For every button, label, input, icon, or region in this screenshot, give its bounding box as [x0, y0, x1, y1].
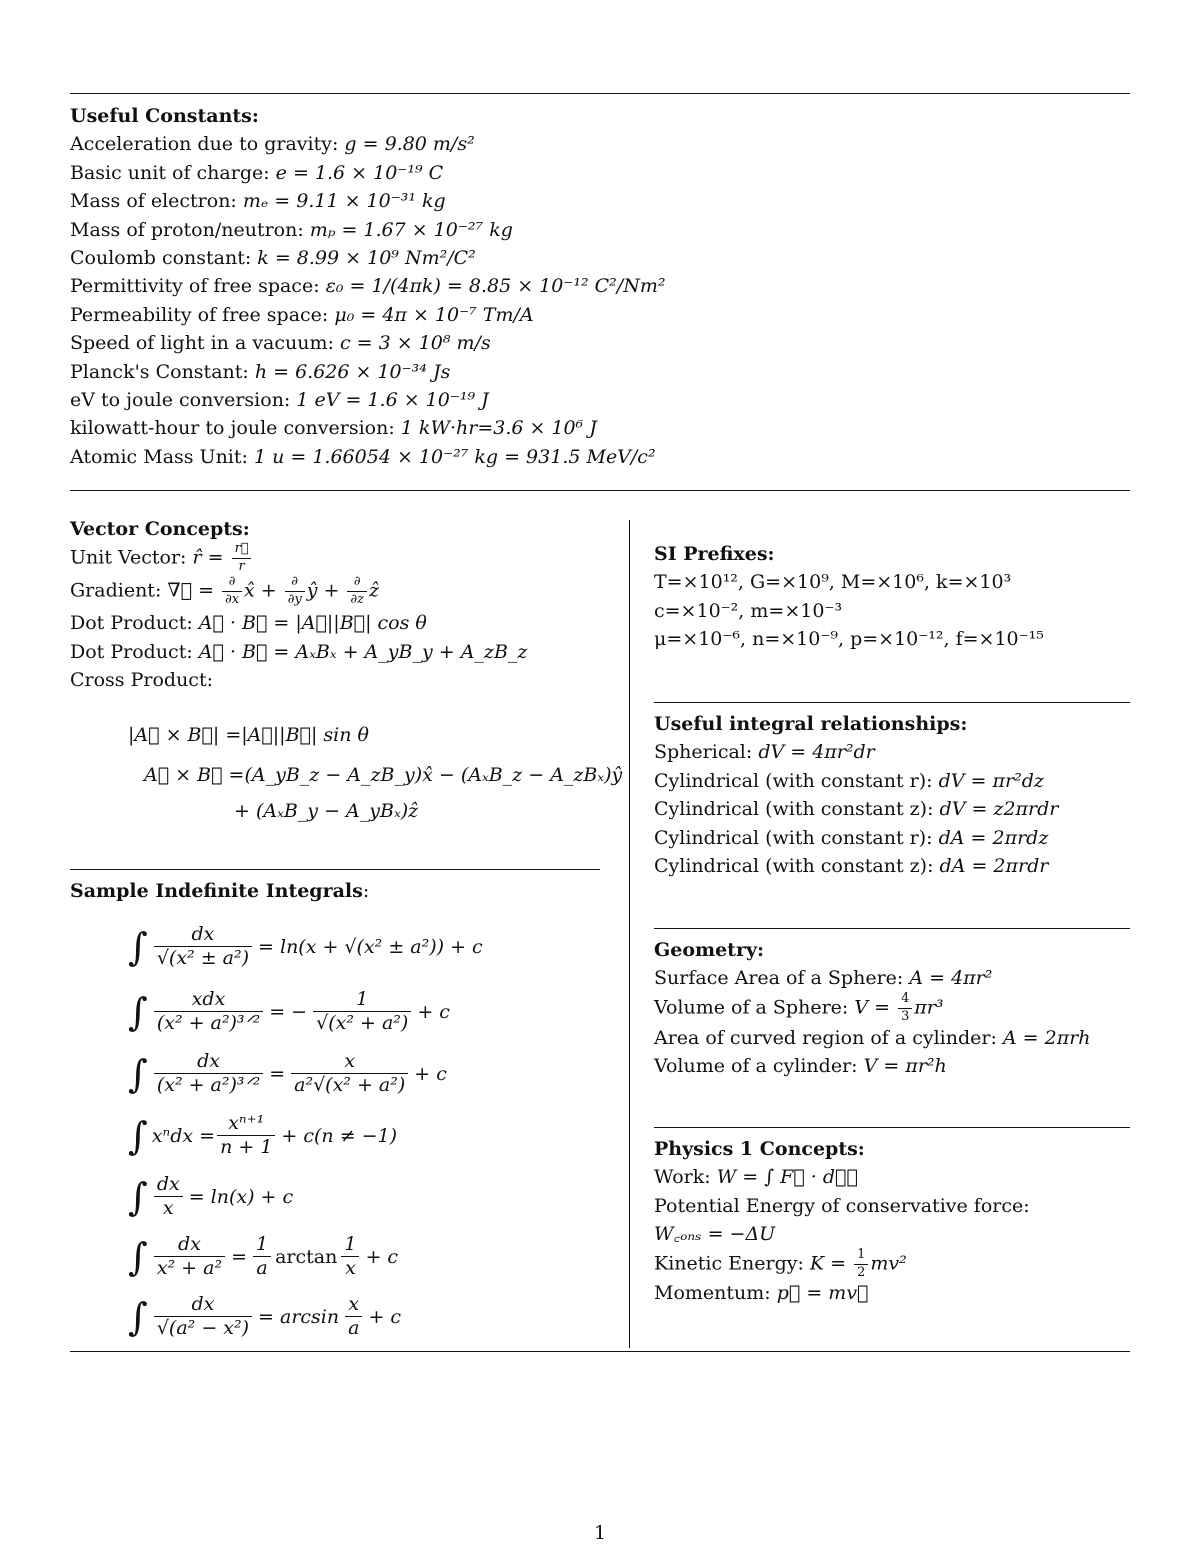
constant-line — [70, 244, 665, 272]
constant-line — [70, 216, 665, 244]
gradient-dz-num: ∂ — [347, 576, 366, 592]
integral-sign: ∫ — [128, 989, 148, 1034]
integral-fraction-den: (x² + a²)³ᐟ² — [156, 1012, 261, 1034]
constant-line — [70, 443, 665, 471]
integral-fraction — [154, 925, 252, 968]
ke-line — [654, 1246, 1030, 1280]
bottom-rule — [70, 1351, 1130, 1352]
integrals-section — [70, 877, 369, 905]
gradient-y: ŷ + — [306, 579, 340, 602]
geometry-line-3-label: Area of curved region of a cylinder: — [654, 1026, 1003, 1049]
geometry-line-1 — [654, 964, 1091, 992]
integral-rel-line-expr: dA = 2πrdz — [938, 826, 1049, 849]
vector-heading: Vector Concepts: — [70, 518, 250, 540]
integral-mid: = — [231, 1245, 248, 1268]
constant-line — [70, 386, 665, 414]
integral-rel-line-expr: dV = z2πrdr — [939, 798, 1059, 821]
integral-row — [128, 1175, 293, 1218]
integral-rhs-fraction-num: xⁿ⁺¹ — [217, 1114, 275, 1136]
integral-sign: ∫ — [128, 1051, 148, 1096]
integral-rhs: + c — [414, 1062, 447, 1085]
constant-line — [70, 130, 665, 158]
gradient-dz-den: ∂z — [350, 592, 364, 608]
integral-row — [128, 990, 450, 1033]
vector-bottom-rule — [70, 869, 600, 870]
ke-den: 2 — [857, 1264, 866, 1280]
integral-rhs-fraction-num: 1 — [253, 1235, 271, 1257]
constant-line-expr: k = 8.99 × 10⁹ Nm²/C² — [257, 247, 476, 270]
pe-expr: W꜀ₒₙₛ = −ΔU — [654, 1223, 776, 1246]
constants-list — [70, 130, 665, 471]
integral-rhs: = ln(x) + c — [188, 1185, 294, 1208]
geometry-line-3-expr: A = 2πrh — [1002, 1026, 1091, 1049]
gradient-x: x̂ + — [244, 579, 277, 602]
work-expr: W = ∫ F⃗ · dℓ⃗ — [716, 1166, 858, 1189]
cross-line-1: |A⃗ × B⃗| =|A⃗||B⃗| sin θ — [128, 724, 369, 746]
constant-line-label: Planck's Constant: — [70, 360, 255, 383]
integral-fraction — [154, 1175, 183, 1218]
constant-line — [70, 301, 665, 329]
unit-vector-den: r — [238, 559, 245, 575]
geometry-line-1-expr: A = 4πr² — [909, 967, 993, 990]
gradient-dy-fraction — [285, 576, 305, 607]
integral-rel-bottom-rule — [654, 928, 1130, 929]
dot-product-1-label: Dot Product: — [70, 612, 199, 635]
constant-line — [70, 272, 665, 300]
integral-rel-line-label: Spherical: — [654, 741, 759, 764]
unit-vector-lhs: r̂ = — [192, 546, 224, 569]
geometry-line-2-rhs: πr³ — [914, 996, 944, 1019]
integral-fraction-den: x² + a² — [156, 1257, 223, 1279]
integral-rhs-fraction-den: √(x² + a²) — [316, 1012, 409, 1034]
integral-rhs-fraction — [217, 1114, 275, 1157]
integral-fraction-num: dx — [154, 925, 252, 947]
integral-rhs-fraction-2 — [341, 1235, 359, 1278]
dot-product-2-expr: A⃗ · B⃗ = AₓBₓ + A_yB_y + A_zB_z — [198, 640, 528, 663]
cross-product-label: Cross Product: — [70, 668, 213, 691]
si-line: c=×10⁻², m=×10⁻³ — [654, 599, 843, 622]
geometry-line-4-expr: V = πr²h — [863, 1055, 947, 1078]
constants-section — [70, 102, 665, 471]
integral-rel-line — [654, 852, 1058, 880]
gradient-dy-num: ∂ — [285, 576, 305, 592]
constant-line-expr: e = 1.6 × 10⁻¹⁹ C — [275, 161, 444, 184]
geometry-line-2 — [654, 990, 1091, 1024]
si-line: T=×10¹², G=×10⁹, M=×10⁶, k=×10³ — [654, 571, 1012, 594]
integral-rhs: + c(n ≠ −1) — [281, 1124, 398, 1147]
integral-sign: ∫ — [128, 1174, 148, 1219]
ke-lhs: K = — [809, 1252, 847, 1275]
si-bottom-rule — [654, 702, 1130, 703]
integral-rhs-fraction — [345, 1295, 362, 1338]
constant-line-label: Coulomb constant: — [70, 247, 258, 270]
dot-product-2-label: Dot Product: — [70, 640, 199, 663]
integral-rhs-fraction-den: a — [256, 1257, 268, 1279]
integral-sign: ∫ — [128, 1113, 148, 1158]
ke-fraction — [854, 1246, 868, 1280]
geometry-bottom-rule — [654, 1127, 1130, 1128]
integral-fraction — [154, 1052, 263, 1095]
si-heading: SI Prefixes: — [654, 543, 775, 565]
constant-line-label: eV to joule conversion: — [70, 389, 297, 412]
constant-line-expr: μ₀ = 4π × 10⁻⁷ Tm/A — [334, 303, 534, 326]
integral-rel-line — [654, 795, 1058, 823]
integral-rel-line-label: Cylindrical (with constant r): — [654, 826, 939, 849]
constant-line-label: kilowatt-hour to joule conversion: — [70, 417, 401, 440]
constant-line-label: Atomic Mass Unit: — [70, 445, 254, 468]
integral-rel-line — [654, 767, 1058, 795]
cross-line-2: A⃗ × B⃗ =(A_yB_z − A_zB_y)x̂ − (AₓB_z − A_zBₓ)ŷ — [144, 764, 623, 786]
constant-line-label: Permeability of free space: — [70, 303, 335, 326]
integral-fraction-num: dx — [154, 1175, 183, 1197]
integral-rhs-fraction-den: a²√(x² + a²) — [294, 1074, 406, 1096]
constant-line-expr: h = 6.626 × 10⁻³⁴ Js — [254, 360, 451, 383]
sphere-volume-num: 4 — [898, 993, 912, 1009]
integral-pre: xⁿdx = — [151, 1124, 216, 1147]
gradient-dz-fraction — [347, 576, 366, 607]
ke-label: Kinetic Energy: — [654, 1252, 810, 1275]
gradient-line — [70, 576, 527, 607]
dot-product-1 — [70, 609, 527, 637]
integral-fraction-num: dx — [154, 1295, 252, 1317]
momentum-label: Momentum: — [654, 1282, 777, 1305]
integral-fraction-num: dx — [154, 1235, 225, 1257]
integral-rel-line-expr: dV = πr²dz — [938, 769, 1044, 792]
integral-mid2: arctan — [275, 1245, 338, 1268]
constant-line — [70, 187, 665, 215]
constants-heading: Useful Constants: — [70, 105, 259, 127]
integral-rel-line-label: Cylindrical (with constant r): — [654, 769, 939, 792]
integral-mid: = — [269, 1062, 286, 1085]
constant-line-label: Mass of electron: — [70, 190, 243, 213]
gradient-label: Gradient: — [70, 579, 168, 602]
constants-bottom-rule — [70, 490, 1130, 491]
geometry-line-4 — [654, 1052, 1091, 1080]
geometry-line-1-label: Surface Area of a Sphere: — [654, 967, 910, 990]
integral-rhs-fraction-2-den: x — [345, 1257, 356, 1279]
gradient-z: ẑ — [368, 579, 379, 602]
geometry-heading: Geometry: — [654, 939, 765, 961]
integral-rel-heading: Useful integral relationships: — [654, 713, 968, 735]
integral-rel-line — [654, 738, 1058, 766]
gradient-dy-den: ∂y — [287, 592, 302, 608]
integral-fraction-den: √(a² − x²) — [156, 1317, 250, 1339]
geometry-line-4-label: Volume of a cylinder: — [654, 1055, 864, 1078]
integrals-heading: Sample Indefinite Integrals — [70, 880, 363, 902]
integral-rel-line — [654, 824, 1058, 852]
integral-mid: = − — [269, 1000, 308, 1023]
constant-line-expr: 1 kW·hr=3.6 × 10⁶ J — [400, 417, 597, 440]
integral-fraction — [154, 1235, 225, 1278]
ke-rhs: mv² — [870, 1252, 907, 1275]
integral-rel-line-expr: dA = 2πrdr — [939, 855, 1049, 878]
si-line: μ=×10⁻⁶, n=×10⁻⁹, p=×10⁻¹², f=×10⁻¹⁵ — [654, 628, 1044, 651]
integral-fraction-den: x — [162, 1197, 174, 1219]
integral-rhs-fraction — [291, 1052, 408, 1095]
constant-line-label: Speed of light in a vacuum: — [70, 332, 340, 355]
integral-rhs: + c — [365, 1245, 399, 1268]
integrals-heading-colon: : — [362, 880, 370, 902]
work-label: Work: — [654, 1166, 717, 1189]
geometry-section — [654, 936, 1091, 1080]
si-section — [654, 540, 1044, 654]
constant-line-label: Acceleration due to gravity: — [70, 133, 345, 156]
integral-rhs-fraction-den: a — [348, 1317, 360, 1339]
integral-fraction — [154, 1295, 252, 1338]
integral-rhs-fraction-den: n + 1 — [220, 1136, 273, 1158]
vector-section — [70, 515, 527, 694]
constant-line-expr: c = 3 × 10⁸ m/s — [339, 332, 491, 355]
gradient-dx-den: ∂x — [225, 592, 240, 608]
constant-line-label: Permittivity of free space: — [70, 275, 326, 298]
integrals-heading-line — [70, 877, 369, 905]
gradient-dx-fraction — [222, 576, 242, 607]
pe-label: Potential Energy of conservative force: — [654, 1194, 1030, 1217]
integral-rhs: = ln(x + √(x² ± a²)) + c — [258, 935, 483, 958]
unit-vector-num: r⃗ — [232, 543, 252, 559]
sphere-volume-den: 3 — [901, 1008, 910, 1024]
work-line — [654, 1163, 1030, 1191]
gradient-dx-num: ∂ — [222, 576, 242, 592]
constant-line-expr: g = 9.80 m/s² — [344, 133, 475, 156]
page-number: 1 — [593, 1522, 607, 1544]
integral-fraction-num: xdx — [154, 990, 263, 1012]
integral-row — [128, 1235, 398, 1278]
unit-vector-fraction — [232, 543, 252, 574]
ke-num: 1 — [854, 1249, 868, 1265]
integral-sign: ∫ — [128, 1234, 148, 1279]
unit-vector-label: Unit Vector: — [70, 546, 193, 569]
constant-line-label: Basic unit of charge: — [70, 161, 276, 184]
dot-product-1-expr: A⃗ · B⃗ = |A⃗||B⃗| cos θ — [198, 612, 427, 635]
integral-rel-section — [654, 710, 1058, 880]
geometry-line-2-lhs: V = — [854, 996, 891, 1019]
integral-fraction-den: (x² + a²)³ᐟ² — [156, 1074, 261, 1096]
sphere-volume-fraction — [898, 990, 912, 1024]
constant-line — [70, 358, 665, 386]
gradient-lhs: ∇⃗ = — [167, 579, 215, 602]
constant-line-expr: 1 u = 1.66054 × 10⁻²⁷ kg = 931.5 MeV/c² — [253, 445, 656, 468]
integral-row — [128, 1295, 401, 1338]
integral-fraction-num: dx — [154, 1052, 263, 1074]
constant-line-expr: ε₀ = 1/(4πk) = 8.85 × 10⁻¹² C²/Nm² — [325, 275, 666, 298]
integral-rel-list — [654, 738, 1058, 880]
geometry-line-2-label: Volume of a Sphere: — [654, 996, 855, 1019]
constant-line — [70, 414, 665, 442]
top-rule — [70, 93, 1130, 94]
column-divider — [629, 520, 630, 1348]
integral-rhs: + c — [417, 1000, 450, 1023]
integral-rhs-fraction — [313, 990, 411, 1033]
unit-vector-line — [70, 543, 527, 574]
integral-mid: = arcsin — [258, 1305, 340, 1328]
integral-fraction-den: √(x² ± a²) — [156, 947, 250, 969]
physics1-section — [654, 1135, 1030, 1308]
integral-rel-line-expr: dV = 4πr²dr — [758, 741, 875, 764]
integral-rhs-fraction-num: x — [345, 1295, 362, 1317]
integral-rel-line-label: Cylindrical (with constant z): — [654, 798, 940, 821]
momentum-line — [654, 1279, 1030, 1307]
constant-line-expr: 1 eV = 1.6 × 10⁻¹⁹ J — [296, 389, 489, 412]
constant-line — [70, 159, 665, 187]
geometry-line-3 — [654, 1024, 1091, 1052]
constant-line-expr: mₑ = 9.11 × 10⁻³¹ kg — [242, 190, 446, 213]
integral-row — [128, 925, 483, 968]
integral-rel-line-label: Cylindrical (with constant z): — [654, 855, 940, 878]
physics1-heading: Physics 1 Concepts: — [654, 1138, 865, 1160]
constant-line-expr: mₚ = 1.67 × 10⁻²⁷ kg — [309, 218, 513, 241]
integral-fraction — [154, 990, 263, 1033]
integral-row — [128, 1052, 447, 1095]
integral-rhs-fraction — [253, 1235, 271, 1278]
cross-line-3: + (AₓB_y − A_yBₓ)ẑ — [234, 800, 419, 822]
integral-sign: ∫ — [128, 1294, 148, 1339]
dot-product-2 — [70, 638, 527, 666]
constant-line — [70, 329, 665, 357]
integral-rhs: + c — [368, 1305, 402, 1328]
integral-row — [128, 1114, 397, 1157]
integral-rhs-fraction-num: x — [291, 1052, 408, 1074]
integral-sign: ∫ — [128, 924, 148, 969]
momentum-expr: p⃗ = mv⃗ — [776, 1282, 869, 1305]
integral-rhs-fraction-2-num: 1 — [341, 1235, 359, 1257]
integral-rhs-fraction-num: 1 — [313, 990, 411, 1012]
constant-line-label: Mass of proton/neutron: — [70, 218, 310, 241]
